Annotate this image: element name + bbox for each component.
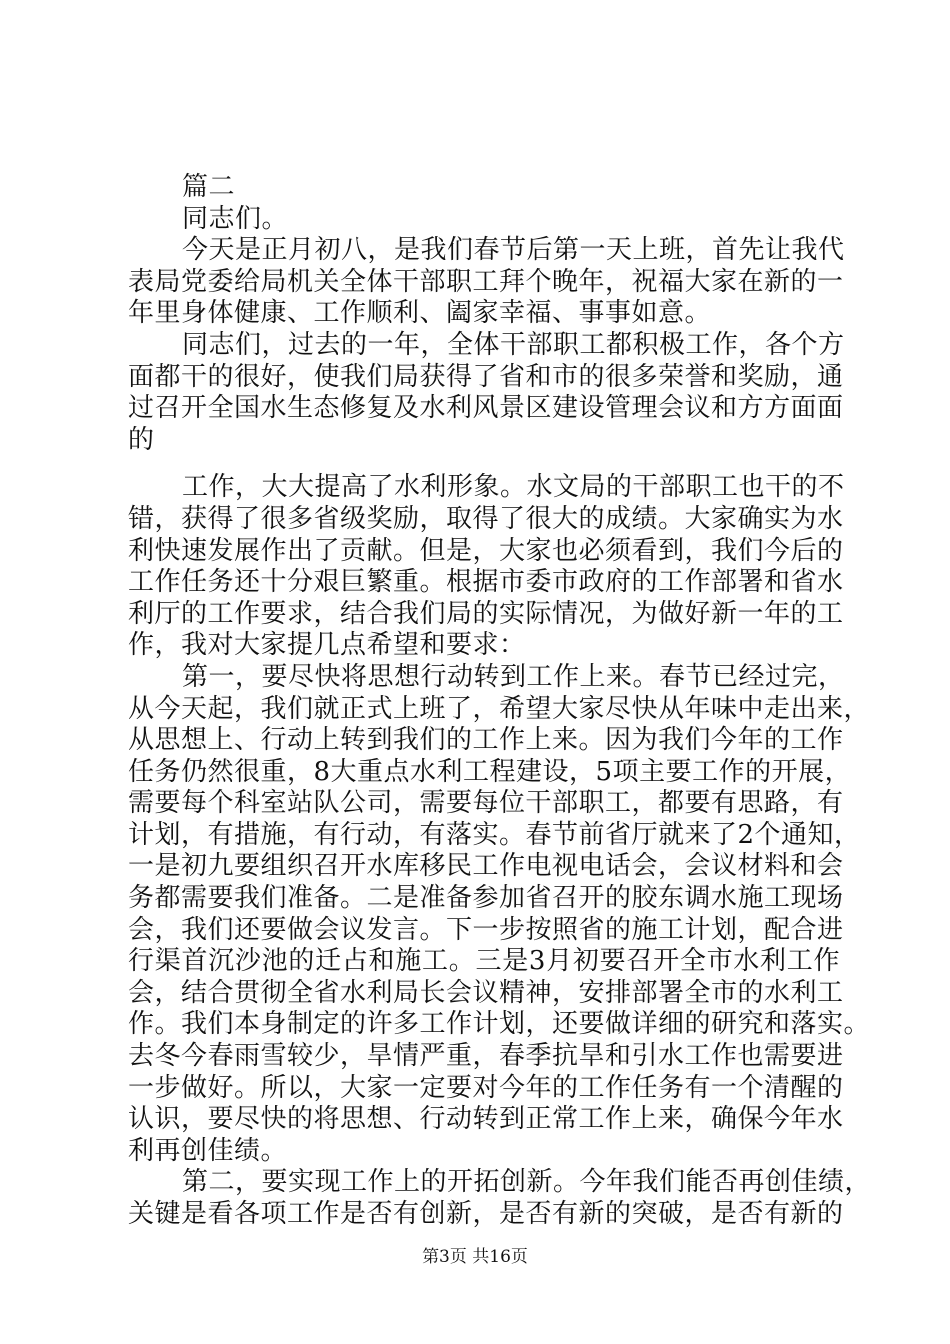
paragraph-line: 利厅的工作要求，结合我们局的实际情况，为做好新一年的工 <box>128 598 844 629</box>
paragraph-line: 关键是看各项工作是否有创新，是否有新的突破，是否有新的 <box>128 1199 844 1229</box>
paragraph-line: 同志们，过去的一年，全体干部职工都积极工作，各个方 <box>182 329 845 360</box>
paragraph-line: 计划，有措施，有行动，有落实。春节前省厅就来了2个通知， <box>128 819 861 850</box>
paragraph-line: 第一，要尽快将思想行动转到工作上来。春节已经过完， <box>182 661 845 692</box>
salutation: 同志们。 <box>182 203 289 234</box>
paragraph-line: 认识，要尽快的将思想、行动转到正常工作上来，确保今年水 <box>128 1104 844 1135</box>
paragraph-line: 第二，要实现工作上的开拓创新。今年我们能否再创佳绩， <box>182 1167 872 1198</box>
paragraph-line: 去冬今春雨雪较少，旱情严重，春季抗旱和引水工作也需要进 <box>128 1041 844 1072</box>
paragraph-line: 表局党委给局机关全体干部职工拜个晚年，祝福大家在新的一 <box>128 266 844 297</box>
paragraph-line: 年里身体健康、工作顺利、阖家幸福、事事如意。 <box>128 298 712 329</box>
page-number-footer: 第3页 共16页 <box>422 1247 528 1267</box>
paragraph-line: 错，获得了很多省级奖励，取得了很大的成绩。大家确实为水 <box>128 503 844 534</box>
section-heading: 篇二 <box>182 172 236 202</box>
paragraph-line: 过召开全国水生态修复及水利风景区建设管理会议和方方面面 <box>128 393 844 424</box>
paragraph-line: 需要每个科室站队公司，需要每位干部职工，都要有思路，有 <box>128 788 844 819</box>
paragraph-line: 工作，大大提高了水利形象。水文局的干部职工也干的不 <box>182 472 845 503</box>
paragraph-line: 工作任务还十分艰巨繁重。根据市委市政府的工作部署和省水 <box>128 567 844 598</box>
paragraph-gap <box>128 456 840 472</box>
paragraph-line: 务都需要我们准备。二是准备参加省召开的胶东调水施工现场 <box>128 883 844 914</box>
paragraph-line: 面都干的很好，使我们局获得了省和市的很多荣誉和奖励，通 <box>128 361 844 392</box>
document-body <box>128 172 872 1231</box>
paragraph-line: 任务仍然很重，8大重点水利工程建设，5项主要工作的开展， <box>128 756 852 787</box>
paragraph-line: 从今天起，我们就正式上班了，希望大家尽快从年味中走出来， <box>128 693 871 724</box>
paragraph-line: 会，结合贯彻全省水利局长会议精神，安排部署全市的水利工 <box>128 977 844 1008</box>
paragraph-line: 一是初九要组织召开水库移民工作电视电话会，会议材料和会 <box>128 851 844 882</box>
paragraph-line: 的 <box>128 424 155 455</box>
paragraph-line: 从思想上、行动上转到我们的工作上来。因为我们今年的工作 <box>128 725 844 756</box>
paragraph-line: 一步做好。所以，大家一定要对今年的工作任务有一个清醒的 <box>128 1072 844 1103</box>
paragraph-line: 行渠首沉沙池的迁占和施工。三是3月初要召开全市水利工作 <box>128 946 840 977</box>
paragraph-line: 利快速发展作出了贡献。但是，大家也必须看到，我们今后的 <box>128 535 844 566</box>
paragraph-line: 利再创佳绩。 <box>128 1135 288 1166</box>
paragraph-line: 作。我们本身制定的许多工作计划，还要做详细的研究和落实。 <box>128 1009 871 1040</box>
paragraph-line: 会，我们还要做会议发言。下一步按照省的施工计划，配合进 <box>128 914 844 945</box>
paragraph-line: 作，我对大家提几点希望和要求： <box>128 630 526 661</box>
paragraph-line: 今天是正月初八，是我们春节后第一天上班，首先让我代 <box>182 235 845 266</box>
